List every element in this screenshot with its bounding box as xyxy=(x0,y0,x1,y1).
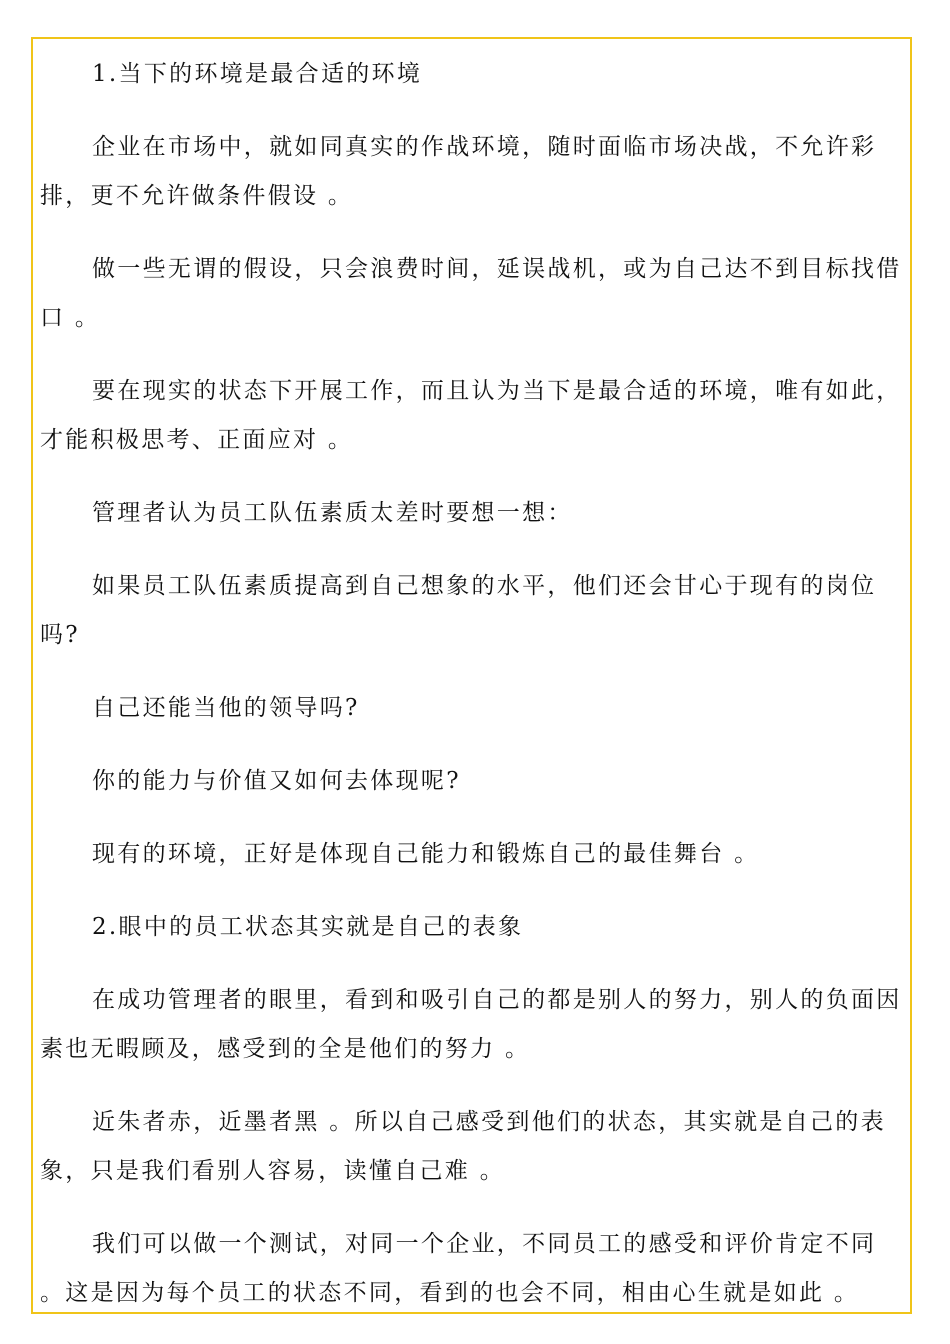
section-heading-1: 1.当下的环境是最合适的环境 xyxy=(92,61,423,87)
document-body xyxy=(40,50,908,1342)
paragraph: 管理者认为员工队伍素质太差时要想一想： xyxy=(92,500,573,526)
paragraph: 近朱者赤，近墨者黑 。所以自己感受到他们的状态，其实就是自己的表象，只是我们看别人容易，读懂自己难 。 xyxy=(40,1109,886,1184)
paragraph: 自己还能当他的领导吗? xyxy=(92,695,360,721)
paragraph: 你的能力与价值又如何去体现呢? xyxy=(92,768,461,794)
paragraph: 要在现实的状态下开展工作，而且认为当下是最合适的环境，唯有如此，才能积极思考、正面应对 。 xyxy=(40,378,902,453)
paragraph: 在成功管理者的眼里，看到和吸引自己的都是别人的努力，别人的负面因素也无暇顾及，感受到的全是他们的努力 。 xyxy=(40,987,902,1062)
paragraph: 如果员工队伍素质提高到自己想象的水平，他们还会甘心于现有的岗位吗? xyxy=(40,573,877,648)
paragraph: 我们可以做一个测试，对同一个企业，不同员工的感受和评价肯定不同 。这是因为每个员工的状态不同，看到的也会不同，相由心生就是如此 。 xyxy=(40,1231,877,1306)
paragraph: 现有的环境，正好是体现自己能力和锻炼自己的最佳舞台 。 xyxy=(92,841,760,867)
paragraph: 企业在市场中，就如同真实的作战环境，随时面临市场决战，不允许彩排，更不允许做条件假设 。 xyxy=(40,134,877,209)
section-heading-2: 2.眼中的员工状态其实就是自己的表象 xyxy=(92,914,524,940)
paragraph: 做一些无谓的假设，只会浪费时间，延误战机，或为自己达不到目标找借口 。 xyxy=(40,256,902,331)
